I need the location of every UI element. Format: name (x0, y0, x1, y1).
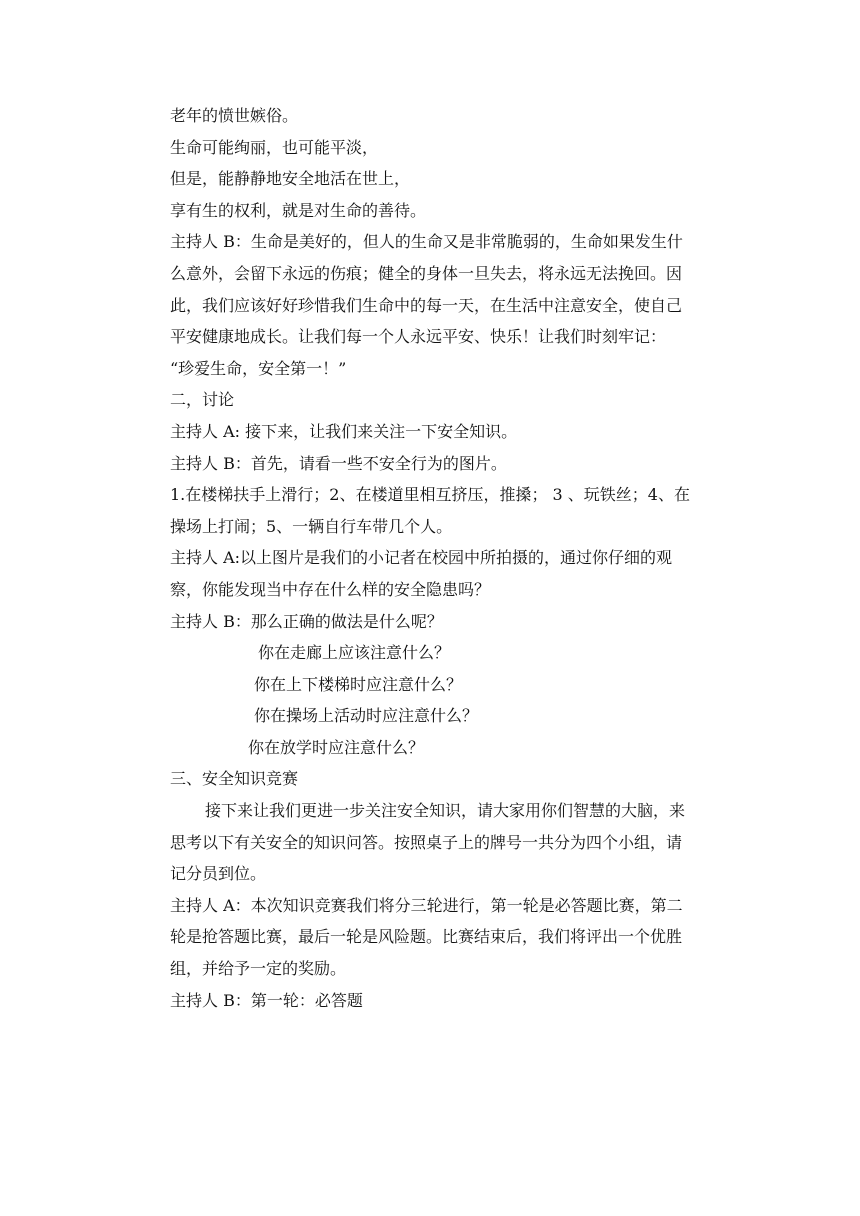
text-line: 轮是抢答题比赛，最后一轮是风险题。比赛结束后，我们将评出一个优胜 (170, 927, 683, 947)
text-line: 老年的愤世嫉俗。 (170, 106, 299, 125)
text-line: 操场上打闹；5、一辆自行车带几个人。 (170, 516, 453, 536)
host-b-speech: 主持人 B：生命是美好的，但人的生命又是非常脆弱的，生命如果发生什 (170, 232, 683, 252)
host-b-speech: 主持人 B：那么正确的做法是什么呢？ (170, 611, 443, 631)
host-a-speech: 主持人 A:以上图片是我们的小记者在校园中所拍摄的，通过你仔细的观 (170, 548, 673, 568)
question-corridor: 你在走廊上应该注意什么？ (258, 643, 451, 663)
text-line: 记分员到位。 (170, 864, 267, 884)
text-line: 此，我们应该好好珍惜我们生命中的每一天，在生活中注意安全，使自己 (170, 295, 683, 315)
text-line: 组，并给予一定的奖励。 (170, 959, 347, 979)
question-playground: 你在操场上活动时应注意什么？ (254, 706, 479, 726)
section-heading-discussion: 二，讨论 (170, 390, 235, 410)
text-line: 但是，能静静地安全地活在世上， (170, 169, 411, 189)
question-stairs: 你在上下楼梯时应注意什么？ (254, 674, 463, 694)
text-line: 享有生的权利，就是对生命的善待。 (170, 200, 427, 220)
text-line: 思考以下有关安全的知识问答。按照桌子上的牌号一共分为四个小组，请 (170, 832, 683, 852)
document-body (170, 100, 736, 1016)
host-a-speech: 主持人 A: 接下来，让我们来关注一下安全知识。 (170, 421, 518, 441)
text-line: 么意外，会留下永远的伤痕；健全的身体一旦失去，将永远无法挽回。因 (170, 263, 683, 283)
question-after-school: 你在放学时应注意什么？ (248, 737, 425, 757)
host-a-speech: 主持人 A：本次知识竞赛我们将分三轮进行，第一轮是必答题比赛，第二 (170, 895, 683, 915)
host-b-speech: 主持人 B：首先，请看一些不安全行为的图片。 (170, 453, 507, 473)
text-line: 生命可能绚丽，也可能平淡， (170, 137, 379, 157)
host-b-speech: 主持人 B：第一轮：必答题 (170, 990, 363, 1010)
unsafe-behavior-list: 1.在楼梯扶手上滑行；2、在楼道里相互挤压，推搡； 3 、玩铁丝；4、在 (170, 485, 690, 505)
slogan: “珍爱生命，安全第一！” (170, 358, 347, 378)
section-heading-quiz: 三、安全知识竞赛 (170, 769, 299, 789)
text-line: 平安健康地成长。让我们每一个人永远平安、快乐！让我们时刻牢记： (170, 327, 667, 347)
quiz-intro: 接下来让我们更进一步关注安全知识，请大家用你们智慧的大脑，来 (205, 801, 686, 821)
text-line: 察，你能发现当中存在什么样的安全隐患吗？ (170, 579, 491, 599)
